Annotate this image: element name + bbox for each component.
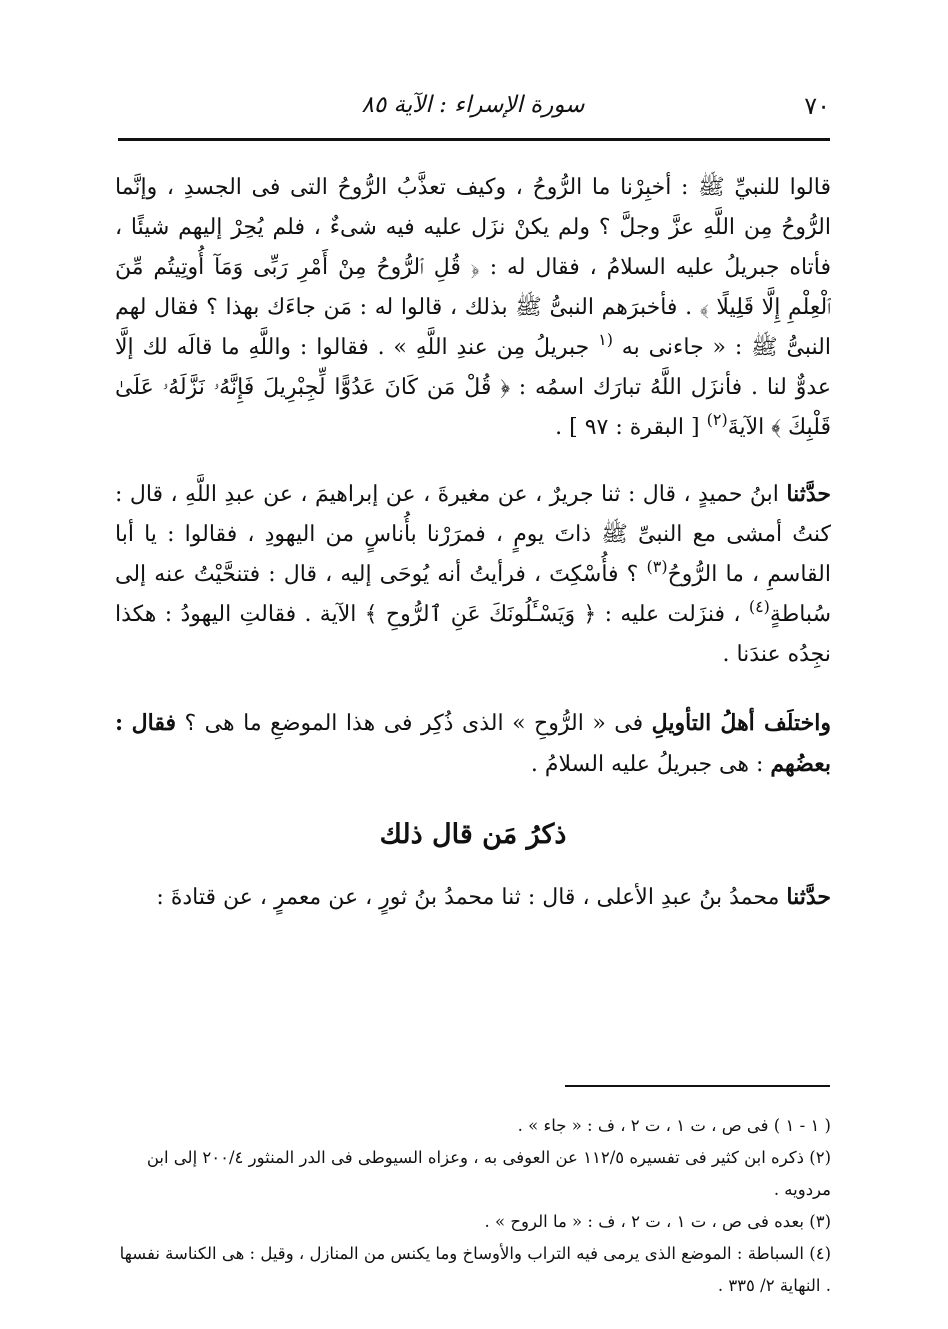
paragraph-1-text-b: جبريلُ مِن عندِ اللَّهِ » . فقالوا : واللَّهِ ما قالَه لك إلَّا عدوٌّ لنا . فأنزَل اللَّهُ تبارَك اسمُه : ﴿ قُلْ مَن كَانَ عَدُوًّا لِّجِبْرِيلَ فَإِنَّهُۥ نَزَّلَهُۥ عَلَىٰ قَلْبِكَ ﴾ الآيةَ (115, 335, 831, 440)
paragraph-2-text-b: ؟ فأُسْكِتَ ، فرأيتُ أنه يُوحَى إليه ، قال : فتنحَّيْتُ عنه إلى سُباطةٍ (115, 562, 832, 627)
hadith-lead-2: حدَّثنا (786, 884, 831, 910)
section-title: ذكرُ مَن قال ذلك (379, 819, 567, 850)
paragraph-2 (115, 474, 831, 675)
main-text (115, 168, 831, 918)
footnote-ref-1: (١ (598, 330, 613, 349)
footnote-3: (٣) بعده فى ص ، ت ١ ، ت ٢ ، ف : « ما الروح » . (484, 1212, 831, 1231)
page-header (118, 84, 830, 124)
page-number: ٧٠ (804, 92, 830, 120)
paragraph-3-lead: واختلَف أهلُ التأويلِ (651, 710, 831, 736)
paragraph-3-some: بعضُهم (770, 751, 831, 777)
paragraph-4-text: محمدُ بنُ عبدِ الأعلى ، قال : ثنا محمدُ بنُ ثورٍ ، عن معمرٍ ، عن قتادةَ : (156, 885, 780, 910)
paragraph-4 (115, 877, 831, 918)
running-title: سورة الإسراء : الآية ٨٥ (361, 92, 585, 118)
footnote-4: (٤) السباطة : الموضع الذى يرمى فيه التراب والأوساخ وما يكنس من المنازل ، وقيل : هى الكناسة نفسها . النهاية ٢/ ٣٣٥ . (119, 1244, 831, 1295)
paragraph-2-text-c: ، فنزَلت عليه : ﴿ وَيَسْـَٔلُونَكَ عَنِ ٱلرُّوحِ ﴾ الآية . فقالتِ اليهودُ : هكذا نجِدُه عندَنا . (115, 602, 831, 667)
paragraph-3-text-a: فى « الرُّوحِ » الذى ذُكِر فى هذا الموضعِ ما هى ؟ (184, 711, 644, 736)
paragraph-3-text-b: : هى جبريلُ عليه السلامُ . (530, 752, 764, 777)
hadith-lead: حدَّثنا (786, 481, 831, 507)
footnotes (115, 1110, 831, 1302)
paragraph-1-text-c: [ البقرة : ٩٧ ] . (555, 415, 700, 440)
footnote-2: (٢) ذكره ابن كثير فى تفسيره ١١٢/٥ عن العوفى به ، وعزاه السيوطى فى الدر المنثور ٢٠٠/٤ إلى ابن مردويه . (146, 1148, 831, 1199)
footnote-1: ( ١ - ١ ) فى ص ، ت ١ ، ت ٢ ، ف : « جاء » . (517, 1116, 831, 1135)
footnote-ref-4: (٤) (748, 597, 770, 616)
footnote-ref-2: (٢) (706, 410, 728, 429)
paragraph-3-qala: فقال (131, 710, 176, 736)
paragraph-1-text-a: قالوا للنبيِّ ﷺ : أخبِرْنا ما الرُّوحُ ، وكيف تعذَّبُ الرُّوحُ التى فى الجسدِ ، وإنَّما الرُّوحُ مِن اللَّهِ عزَّ وجلَّ ؟ ولم يكنْ نزَل عليه فيه شىءٌ ، فلم يُحِرْ إليهم شيئًا ، فأتاه جبريلُ عليه السلامُ ، فقال له : ﴿ قُلِ ٱلرُّوحُ مِنْ أَمْرِ رَبِّى وَمَآ أُوتِيتُم مِّنَ ٱلْعِلْمِ إِلَّا قَلِيلًا ﴾ . فأخبرَهم النبىُّ ﷺ بذلك ، قالوا له : مَن جاءَك بهذا ؟ فقال لهم النبىُّ ﷺ : « جاءنى به (115, 175, 831, 360)
footnote-ref-3: (٣) (646, 557, 668, 576)
paragraph-2-text-a: ابنُ حميدٍ ، قال : ثنا جريرٌ ، عن مغيرةَ ، عن إبراهيمَ ، عن عبدِ اللَّهِ ، قال : كنتُ أمشى مع النبىِّ ﷺ ذاتَ يومٍ ، فمرَرْنا بأُناسٍ من اليهودِ ، فقالوا : يا أبا القاسمِ ، ما الرُّوحُ (115, 482, 831, 587)
paragraph-3 (115, 703, 831, 785)
paragraph-3-colon: : (115, 710, 124, 736)
paragraph-1 (115, 168, 831, 448)
header-rule (118, 138, 830, 141)
footnote-rule (565, 1085, 830, 1087)
